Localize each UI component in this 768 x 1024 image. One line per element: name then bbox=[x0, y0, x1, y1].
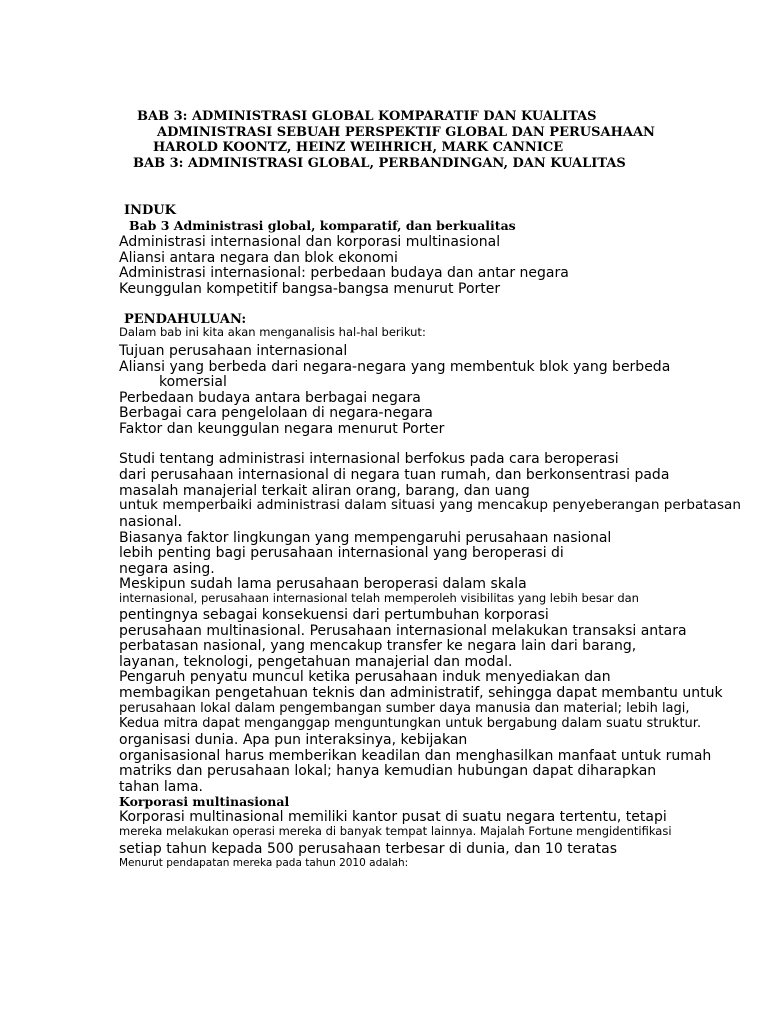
induk-heading: INDUK bbox=[124, 203, 176, 218]
body-line: masalah manajerial terkait aliran orang, barang, dan uang bbox=[119, 483, 530, 499]
pendahuluan-heading: PENDAHULUAN: bbox=[124, 312, 247, 327]
korporasi-heading: Korporasi multinasional bbox=[119, 794, 290, 809]
korporasi-line: mereka melakukan operasi mereka di banyak tempat lainnya. Majalah Fortune mengidentifikasi bbox=[119, 824, 672, 838]
body-line: lebih penting bagi perusahaan internasional yang beroperasi di bbox=[119, 545, 564, 561]
korporasi-line: setiap tahun kepada 500 perusahaan terbesar di dunia, dan 10 teratas bbox=[119, 841, 617, 857]
body-line: layanan, teknologi, pengetahuan manajerial dan modal. bbox=[119, 654, 513, 670]
body-line: membagikan pengetahuan teknis dan administratif, sehingga dapat membantu untuk bbox=[119, 685, 723, 701]
body-line: Pengaruh penyatu muncul ketika perusahaan induk menyediakan dan bbox=[119, 669, 611, 685]
body-line: organisasi dunia. Apa pun interaksinya, kebijakan bbox=[119, 732, 468, 748]
body-line: tahan lama. bbox=[119, 779, 203, 795]
pendahuluan-item: Faktor dan keunggulan negara menurut Porter bbox=[119, 421, 445, 437]
body-line: matriks dan perusahaan lokal; hanya kemudian hubungan dapat diharapkan bbox=[119, 763, 657, 779]
body-line: Biasanya faktor lingkungan yang mempengaruhi perusahaan nasional bbox=[119, 530, 612, 546]
body-line: dari perusahaan internasional di negara tuan rumah, dan berkonsentrasi pada bbox=[119, 467, 670, 483]
body-line: organisasional harus memberikan keadilan dan menghasilkan manfaat untuk rumah bbox=[119, 748, 712, 764]
header-line-4: BAB 3: ADMINISTRASI GLOBAL, PERBANDINGAN, DAN KUALITAS bbox=[133, 156, 626, 171]
body-line: pentingnya sebagai konsekuensi dari pertumbuhan korporasi bbox=[119, 607, 549, 623]
pendahuluan-item: Aliansi yang berbeda dari negara-negara yang membentuk blok yang berbeda bbox=[119, 359, 671, 375]
header-line-1: BAB 3: ADMINISTRASI GLOBAL KOMPARATIF DAN KUALITAS bbox=[137, 109, 597, 124]
body-line: perusahaan multinasional. Perusahaan internasional melakukan transaksi antara bbox=[119, 623, 687, 639]
pendahuluan-item: komersial bbox=[159, 374, 227, 390]
pendahuluan-item: Perbedaan budaya antara berbagai negara bbox=[119, 390, 421, 406]
korporasi-line: Korporasi multinasional memiliki kantor pusat di suatu negara tertentu, tetapi bbox=[119, 809, 667, 825]
body-line: perbatasan nasional, yang mencakup transfer ke negara lain dari barang, bbox=[119, 638, 637, 654]
body-line: internasional, perusahaan internasional telah memperoleh visibilitas yang lebih besar dan bbox=[119, 591, 639, 605]
induk-item: Administrasi internasional: perbedaan budaya dan antar negara bbox=[119, 265, 569, 281]
pendahuluan-intro: Dalam bab ini kita akan menganalisis hal-hal berikut: bbox=[119, 325, 426, 339]
body-line: untuk memperbaiki administrasi dalam situasi yang mencakup penyeberangan perbatasan bbox=[119, 497, 741, 513]
induk-item: Administrasi internasional dan korporasi multinasional bbox=[119, 234, 501, 250]
header-line-3: HAROLD KOONTZ, HEINZ WEIHRICH, MARK CANNICE bbox=[153, 140, 564, 155]
induk-subheading: Bab 3 Administrasi global, komparatif, dan berkualitas bbox=[129, 218, 516, 233]
body-line: perusahaan lokal dalam pengembangan sumber daya manusia dan material; lebih lagi, bbox=[119, 701, 690, 716]
induk-item: Aliansi antara negara dan blok ekonomi bbox=[119, 250, 398, 266]
body-line: negara asing. bbox=[119, 561, 215, 577]
body-line: Studi tentang administrasi internasional berfokus pada cara beroperasi bbox=[119, 451, 619, 467]
pendahuluan-item: Tujuan perusahaan internasional bbox=[119, 343, 348, 359]
induk-item: Keunggulan kompetitif bangsa-bangsa menurut Porter bbox=[119, 281, 501, 297]
body-line: nasional. bbox=[119, 514, 182, 530]
body-line: Kedua mitra dapat menganggap menguntungkan untuk bergabung dalam suatu struktur. bbox=[119, 716, 702, 731]
pendahuluan-item: Berbagai cara pengelolaan di negara-negara bbox=[119, 405, 433, 421]
header-line-2: ADMINISTRASI SEBUAH PERSPEKTIF GLOBAL DAN PERUSAHAAN bbox=[157, 125, 655, 140]
korporasi-line: Menurut pendapatan mereka pada tahun 2010 adalah: bbox=[119, 857, 409, 869]
body-line: Meskipun sudah lama perusahaan beroperasi dalam skala bbox=[119, 576, 527, 592]
